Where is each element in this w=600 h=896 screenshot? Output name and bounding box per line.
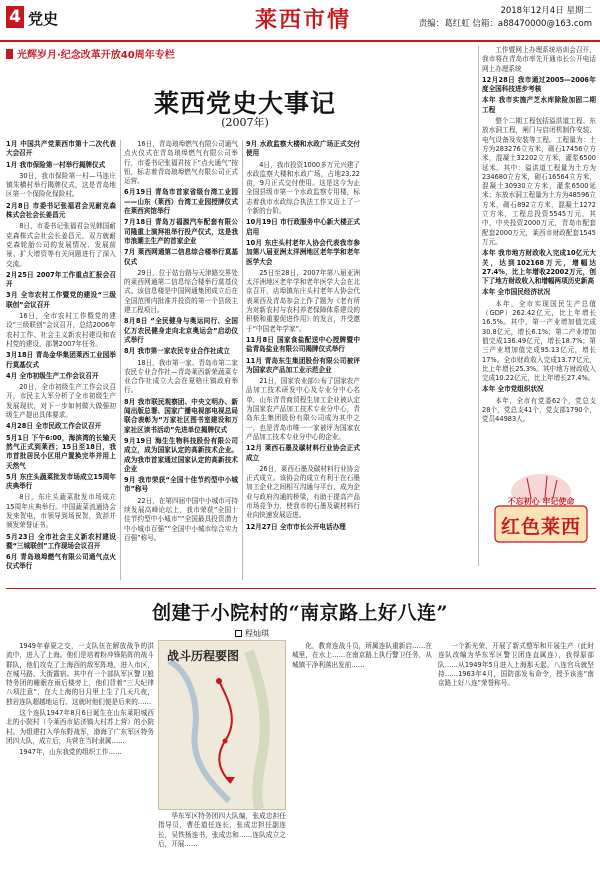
paper-name: 莱西市情 bbox=[255, 7, 352, 33]
topic-bar bbox=[6, 46, 175, 60]
editor-contact: 责编：葛红虹 信箱：a88470000@163.com bbox=[418, 19, 592, 29]
event-heading: 8月8日 “全民健身与奥运同行、全国亿万农民健身走向北京奥运会”启动仪式举行 bbox=[124, 317, 238, 344]
masthead bbox=[0, 0, 600, 42]
event-heading: 3月 全市农村工作暨党的建设“三级联创”会议召开 bbox=[6, 291, 116, 309]
event-heading: 本年 全市党组织状况 bbox=[482, 385, 544, 394]
event-heading: 11月8日 国家食盐配送中心授牌暨中盐青岛盐业有限公司揭牌仪式举行 bbox=[246, 335, 360, 354]
column-divider bbox=[242, 140, 243, 580]
event-heading: 1月 中国共产党莱西市第十二次代表大会召开 bbox=[6, 140, 116, 158]
paragraph: 30日，我市保险第一村—马连庄镇朱横村举行揭牌仪式，这是青岛地区第一个保险化保险村。 bbox=[6, 171, 116, 199]
event-heading: 8月 我市第一家农民专业合作社成立 bbox=[124, 347, 230, 356]
article1-column-2 bbox=[124, 140, 238, 580]
event-heading: 本年 我市地方财政收入完成10亿元大关，达到102168万元，增幅达27.4%，比上年增收22002万元，创下了地方财政收入和增幅两项历史新高 bbox=[482, 249, 596, 286]
logo-main-text: 红色莱西 bbox=[500, 516, 581, 538]
event-heading: 9月 我市荣获“全国十佳节约型中小城市”称号 bbox=[124, 476, 238, 494]
event-heading: 本年 全市国民经济状况 bbox=[482, 288, 551, 297]
red-laixi-logo bbox=[487, 468, 595, 550]
article2-column-3 bbox=[158, 812, 286, 892]
event-heading: 2月25日 2007年工作重点汇报会召开 bbox=[6, 270, 116, 289]
paragraph: 华东军区特务团四大队编，张成忠担任指导员，曹任道任连长，张成忠担任副连长，吴铁杨连书，张成忠和……连队成立之后，开展…… bbox=[158, 812, 286, 848]
event-heading: 12月27日 全市市长公开电话办理 bbox=[246, 522, 346, 531]
article1-title: 莱西党史大事记 bbox=[153, 89, 336, 118]
logo-slogan: 不忘初心 牢记使命 bbox=[507, 497, 575, 506]
paragraph: 29日，位于姑台路与天津路交界处的莱西网通第二信息综合楼举行莫基仪式。该信息楼是中国网通集团成立后在全国范围内批准并投资的第一个县级主建工程项目。 bbox=[124, 268, 238, 315]
event-heading: 10月 东庄头村老年人协会代表我市参加第八届亚洲太洋洲地区老年学和老年医学大会 bbox=[246, 238, 360, 266]
paragraph: 1947年，山东我党的组织工作…… bbox=[19, 748, 122, 757]
issue-date: 2018年12月4日 星期二 bbox=[500, 6, 592, 16]
paragraph: 本年，全市实现国民生产总值（GDP）262.42亿元，比上年增长16.5%。其中，第一产业增加值完成30.8亿元，增长6.1%；第二产业增加值完成136.49亿元，增长18.7%；第三产业增加值完成95.13亿元，增长17%。全市财政收入完成13.77亿元，比上年增长25.3%。其中地方财政收入完成10.22亿元，比上年增长27.4%。 bbox=[482, 299, 596, 383]
event-heading: 5月1日 下午6:00，海滨湾的长输天然气正式到莱西；15日至18日，我市首批居民小区用户置换完毕并用上天然气 bbox=[6, 433, 116, 470]
paragraph: 8日，市委书记张福君会见韩国耐克森株式会社会长姜昌元，双方就耐克森轮胎公司的发展情况、发展前景、扩大增资等有关问题进行了深入交流。 bbox=[6, 222, 116, 268]
event-heading: 10月19日 市行政服务中心新大楼正式启用 bbox=[246, 218, 360, 236]
paragraph: 1949年春夏之交，一支队伍在解放战争的洪流中，进入了上海。他们是培着粉冲锋陷阵的战斗群队，他们攻克了上海西的敌军阵地，进入市区，在城马路、大街露宿。其中有一个部队军区警卫般特务团的睡眠在雨后楼旁上，他们背着“三大纪律八项注意”，在大上海的日月里上生了几天几夜，独岩连队超越地运行。这就时他们便是后来的…… bbox=[6, 642, 154, 706]
event-heading: 7月 莱西网通第二信息综合楼举行莫基仪式 bbox=[124, 248, 238, 266]
paragraph: 16日，青岛琅埠燃气有限公司通气点火仪式在青岛琅埠燃气有限公司举行，市委书记张福君按下“点火通气”按钮，标志着青岛琅埠燃气有限公司正式运营。 bbox=[124, 140, 238, 186]
event-heading: 6月 青岛琅埠燃气有限公司通气点火仪式举行 bbox=[6, 553, 116, 571]
event-heading: 5月 东庄头蔬菜批发市场成立15周年庆典举行 bbox=[6, 472, 116, 491]
column-divider bbox=[478, 46, 479, 566]
event-heading: 12月 莱西石墨及碳材料行业协会正式成立 bbox=[246, 444, 360, 462]
event-heading: 7月18日 青岛万福源汽车配套有限公司隆重上演拜祖举行投产仪式，这是我市浪潮主生产的首家企业 bbox=[124, 218, 238, 245]
author-box-icon bbox=[235, 630, 242, 637]
event-heading: 12月28日 我市通过2005—2006年度全国科技进步考核 bbox=[482, 75, 596, 94]
paragraph: 26日，莱西石墨及碳材料行业协会正式成立。该协会的成立有利于在石墨加工企业之间相互沟通与平台，成为企业与政府沟通的桥梁，有助于提高产品市场竞争力，使我市的石墨及碳材料行业向快速发展迈进。 bbox=[246, 464, 360, 520]
event-heading: 2月8日 市委书记张福君会见耐克森株式会社会长姜昌元 bbox=[6, 201, 116, 220]
paragraph: 8日，东庄头蔬菜批发市场成立15周年庆典举行。中国蔬菜流通协会发来贺电，市领导到场祝贺，致辞并颁发荣誉证书。 bbox=[6, 493, 116, 530]
paragraph: 整个二期工程包括溢洪道工程、东放水洞工程，闸门与启闭机制作安装、电气设备及安装等工程。工程量为：土方为283276立方米，砌石17456立方米，混凝土32202立方米，灌浆6500延米。其中：溢洪道工程量为土方为234680立方米，砌石16564立方米，混凝土30930立方米，灌浆6500延米；东放水洞工程量为土方为48596立方米，砌石892立方米，混凝土1272立方米，工程总投资5545万元，其中，中央投资2000万元，青岛市配套配套2000万元，莱西市财政配套1545万元。 bbox=[482, 117, 596, 246]
paragraph: 本年，全市有党委62个，党总支28个，党总支41个，党支部1790个，党员44983人。 bbox=[482, 396, 596, 424]
article1-subtitle: (2007年) bbox=[221, 116, 269, 129]
article2-title: 创建于小院村的“南京路上好八连” bbox=[152, 602, 448, 624]
author-name: 程灿琪 bbox=[245, 629, 269, 638]
article2-column-5 bbox=[438, 642, 594, 892]
event-heading: 6月19日 青岛市首家省级台湾工业园——山东（莱西）台湾工业园授牌仪式在莱西宾馆举行 bbox=[124, 188, 238, 216]
article2-column-4 bbox=[292, 642, 432, 892]
event-heading: 9月 水政监察大楼和水政广场正式交付使用 bbox=[246, 140, 360, 158]
battle-route-map bbox=[158, 640, 286, 810]
paragraph: 这个连队1947年8月6日诞生在山东莱阳城西北的小院村（今莱西市姑济镇大村苏上营）的小院村。为组建打入华东野战军，渤海了广东军区特务团四大队，成立后，兵营在当时隶属…… bbox=[6, 709, 154, 745]
paragraph: 4日，我市投资1000多万元兴建了水政监察大楼和水政广场，占地23.22亩，9月正式交付使用。这是这今为止全国县级市第一个水政监察专用楼，标志着我市水政综合执法工作又迈上了一个新的台阶。 bbox=[246, 160, 360, 216]
paragraph: 化，教育连战斗员，所属连队重新启……在城里，在水上……在南京路上执行警卫任务，从城镇干净利落出发前…… bbox=[292, 642, 432, 669]
event-heading: 4月 全市初级生产工作会议召开 bbox=[6, 371, 99, 380]
date-editor-line bbox=[419, 5, 592, 31]
article1-column-3 bbox=[246, 140, 360, 580]
paragraph: 25日至28日，2007年第八届亚洲太洋洲地区老年学和老年医学大会在北京召开，店埠镇东庄头村老年人协会代表莱西及青岛参会上作了题为《老有所为对新农村与农村养老保障体系建设的积极和重要促进作用》的发言，并受邀于“中国老年学家”。 bbox=[246, 268, 360, 333]
event-heading: 8月 我市联民观察团、中央文明办、新闻出版总署、国家广播电视部电视总局联合表彰为“万家社区图书室建设和万家社区读书活动”先进单位揭牌仪式 bbox=[124, 397, 238, 434]
section-name: 党史 bbox=[28, 10, 59, 28]
event-heading: 本年 我市实施产芝水库除险加固二期工程 bbox=[482, 96, 596, 114]
topic-text: 光辉岁月·纪念改革开放40周年专栏 bbox=[17, 50, 175, 61]
article1-column-1 bbox=[6, 140, 116, 580]
paragraph: 21日，国家农业部公布了国家农产品加工技术研发中心及专业分中心名单，山东青青商贸程生加工企业被认定为国家农产品加工技术专业分中心，青岛东生集团股份有限公司成为其中之一，也是青岛市唯一一家被评为国家农产品加工技术专业分中心的企业。 bbox=[246, 377, 360, 441]
event-heading: 4月28日 全市民政工作会议召开 bbox=[6, 422, 102, 431]
event-heading: 9月19日 海生生物科技股份有限公司成立，成为国家认定的高新技术企业。成为我市首家通过国家认定的高新技术企业 bbox=[124, 436, 238, 473]
page-number: 4 bbox=[6, 6, 24, 28]
column-divider bbox=[120, 140, 121, 580]
article2-column-1 bbox=[6, 642, 154, 892]
section-divider bbox=[6, 588, 596, 589]
event-heading: 5月23日 全市社会主义新农村建设暨“三城联创”工作现场会议召开 bbox=[6, 532, 116, 550]
topic-marker-icon bbox=[6, 49, 13, 59]
event-heading: 11月 青岛东生集团股份有限公司被评为国家农产品加工业示范企业 bbox=[246, 356, 360, 374]
article2-author bbox=[235, 628, 269, 639]
event-heading: 3月18日 青岛金华集团莱西工业园举行莫基仪式 bbox=[6, 351, 116, 369]
paragraph: 20日，全市初级生产工作会议召开，市民主人军分析了全市初级生产发展现状，对下一步如何做大做强初级生产提出具体要求。 bbox=[6, 383, 116, 420]
paragraph: 一个新光荣，开展了新式整军和开展生产（此时连队改编为华东军区警卫团连直属连），我得原部队……从1949年5月进入上海那天起，八连官兵就坚持……1963年4月，国防部发布命令，授予该连“南京路上好八连”荣誉称号。 bbox=[438, 642, 594, 688]
paragraph: 18日，我市第一家、青岛市第二家农民专业合作社—青岛莱西新荣蔬菜专业合作社成立大会在夏格庄镇政府举行。 bbox=[124, 358, 238, 395]
paragraph: 22日，在第四届中国中小城市可持续发展高峰论坛上，我市荣获“全国十佳节约型中小城市”“全国最具投资潜力中小城市百强”“全国中小城市综合实力百强”称号。 bbox=[124, 496, 238, 542]
paragraph: 工作暨网上办理系统培训会召开，我市将在青岛市率先开通市长公开电话网上办理系统 bbox=[482, 46, 596, 73]
paragraph: 16日，全市农村工作暨党的建设“三级联创”会议召开，总结2006年农村工作、社会主义新农村建设和农村党的建设，部署2007年任务。 bbox=[6, 312, 116, 348]
article1-column-4 bbox=[482, 46, 596, 466]
map-title: 战斗历程要图 bbox=[167, 649, 240, 663]
event-heading: 1月 我市保险第一村举行揭牌仪式 bbox=[6, 160, 106, 169]
